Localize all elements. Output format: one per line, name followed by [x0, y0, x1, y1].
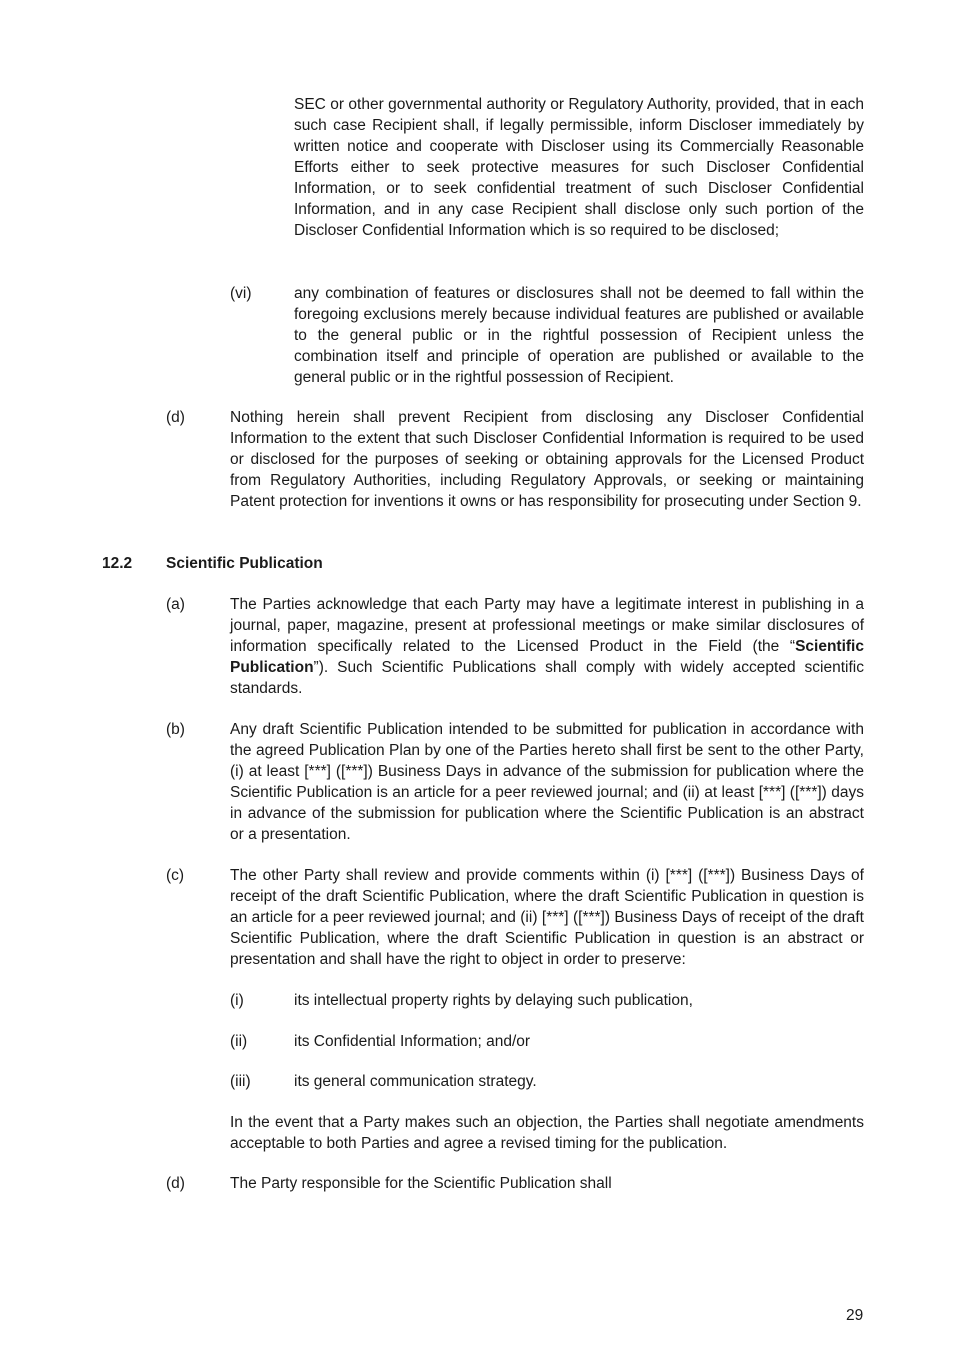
clause-d2-label: (d) [166, 1175, 185, 1192]
clause-vi-label: (vi) [230, 285, 252, 302]
clause-d1-text: Nothing herein shall prevent Recipient from disclosing any Discloser Confidential Information to the extent that such Discloser Confidential Information is required to be used or disclosed for the purposes of seeking or obtaining approvals for the Licensed Product from Regulatory Authorities, including Regulatory Approvals, or seeking or maintaining Patent protection for inventions it owns or has responsibility for prosecuting under Section 9. [230, 409, 864, 510]
clause-c-text: The other Party shall review and provide comments within (i) [***] ([***]) Business Days of receipt of the draft Scientific Publication, where the draft Scientific Publication in question is an article for a peer reviewed journal; and (ii) [***] ([***]) Business Days of receipt of the draft Scientific Publication, where the draft Scientific Publication in question is an abstract or presentation and shall have the right to object in order to preserve: [230, 867, 864, 968]
subitem-i-text: its intellectual property rights by delaying such publication, [294, 992, 693, 1009]
section-number: 12.2 [102, 555, 133, 572]
subitem-iii-label: (iii) [230, 1073, 251, 1090]
defined-term: Scientific Publication [230, 638, 864, 676]
clause-c-label: (c) [166, 867, 185, 884]
clause-v-continuation: SEC or other governmental authority or Regulatory Authority, provided, that in each such case Recipient shall, if legally permissible, inform Discloser immediately by written notice and cooperate with Discloser using its Commercially Reasonable Efforts either to seek protective measures for such Discloser Confidential Information, or to seek confidential treatment of such Discloser Confidential Information, and in any case Recipient shall disclose only such portion of the Discloser Confidential Information which is so required to be disclosed; [294, 96, 864, 239]
clause-vi-text: any combination of features or disclosures shall not be deemed to fall within the foregoing exclusions merely because individual features are published or available to the general public or in the rightful possession of Recipient unless the combination itself and principle of operation are published or available to the general public or in the rightful possession of Recipient. [294, 285, 864, 386]
clause-a-text: The Parties acknowledge that each Party may have a legitimate interest in publishing in a journal, paper, magazine, present at professional meetings or make similar disclosures of information specifically related to the Licensed Product in the Field (the “Scientific Publication”). Such Scientific Publications shall comply with widely accepted scientific standards. [230, 596, 864, 697]
subitem-ii-text: its Confidential Information; and/or [294, 1033, 531, 1050]
subitem-iii-text: its general communication strategy. [294, 1073, 537, 1090]
clause-b-label: (b) [166, 721, 185, 738]
subitem-ii-label: (ii) [230, 1033, 248, 1050]
subitem-i-label: (i) [230, 992, 244, 1009]
clause-d1-label: (d) [166, 409, 185, 426]
clause-c-closing: In the event that a Party makes such an objection, the Parties shall negotiate amendments acceptable to both Parties and agree a revised timing for the publication. [230, 1114, 864, 1152]
clause-b-text: Any draft Scientific Publication intended to be submitted for publication in accordance with the agreed Publication Plan by one of the Parties hereto shall first be sent to the other Party, (i) at least [***] ([***]) Business Days in advance of the submission for publication where the Scientific Publication is an article for a peer reviewed journal; and (ii) at least [***] ([***]) days in advance of the submission for publication where the Scientific Publication is an abstract or a presentation. [230, 721, 864, 843]
clause-d2-text: The Party responsible for the Scientific Publication shall [230, 1175, 612, 1192]
page-number: 29 [846, 1307, 864, 1324]
clause-a-label: (a) [166, 596, 185, 613]
section-title: Scientific Publication [166, 555, 323, 572]
